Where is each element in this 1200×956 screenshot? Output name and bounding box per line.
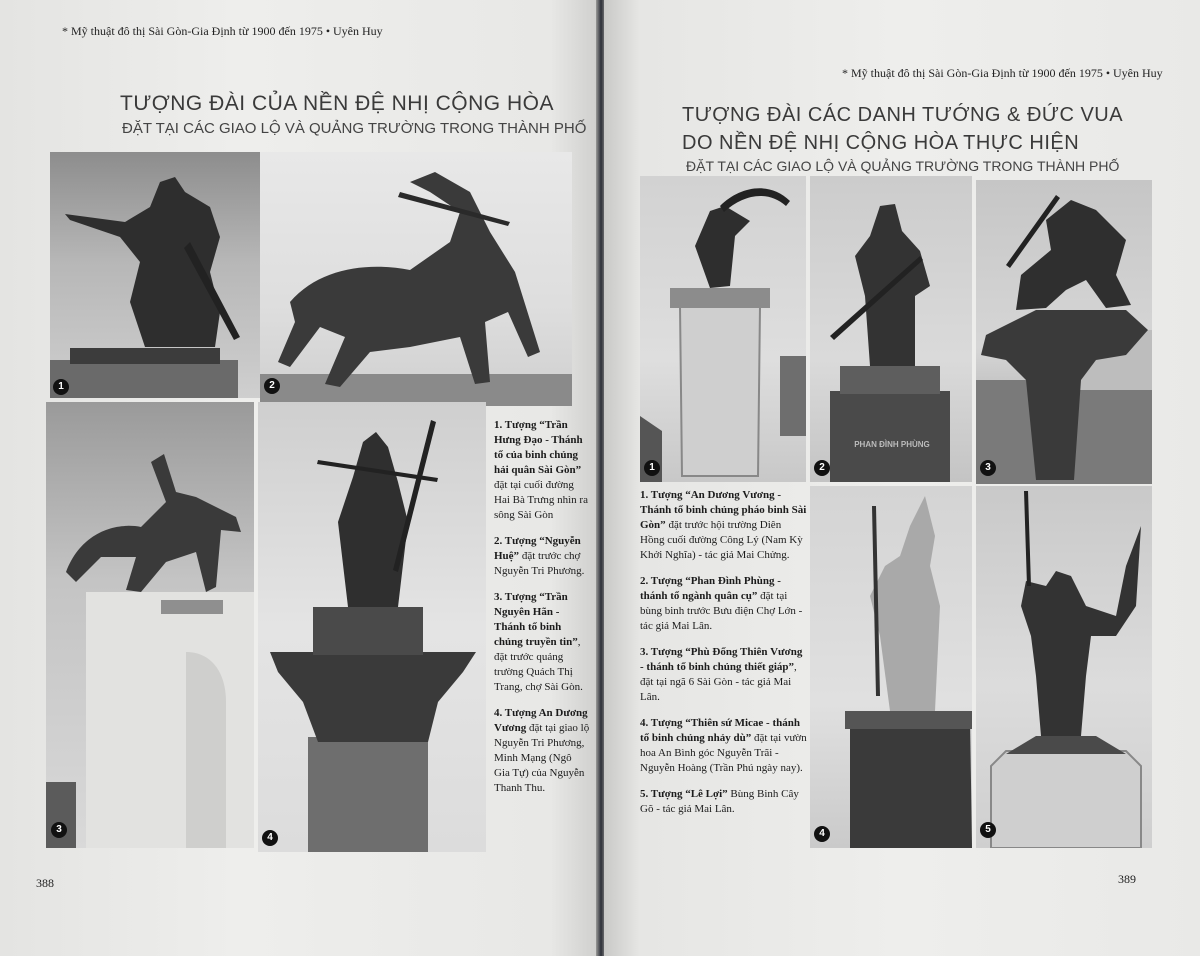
statue-photo-3 bbox=[976, 180, 1152, 484]
caption-item: 3. Tượng “Phù Đổng Thiên Vương - thánh tổ binh chủng thiết giáp”, đặt tại ngã 6 Sài Gòn - tác giả Mai Lân. bbox=[640, 646, 803, 703]
page-number: 389 bbox=[1118, 872, 1136, 886]
statue-silhouette-5 bbox=[976, 486, 1152, 848]
caption-item: 2. Tượng “Nguyễn Huệ” đặt trước chợ Nguyễn Tri Phương. bbox=[494, 535, 585, 577]
caption-item: 3. Tượng “Trần Nguyên Hãn - Thánh tổ binh chủng truyền tin”, đặt trước quảng trường Quách Thị Trang, chợ Sài Gòn. bbox=[494, 591, 583, 693]
statue-silhouette-4 bbox=[810, 486, 972, 848]
photo-number-badge: 4 bbox=[262, 830, 278, 846]
caption-item: 1. Tượng “Trần Hưng Đạo - Thánh tổ của binh chủng hải quân Sài Gòn” đặt tại cuối đường Hai Bà Trưng nhìn ra sông Sài Gòn bbox=[494, 419, 588, 521]
statue-silhouette-1 bbox=[640, 176, 806, 482]
photo-number-badge: 2 bbox=[814, 460, 830, 476]
caption-item: 1. Tượng “An Dương Vương - Thánh tổ binh chủng pháo binh Sài Gòn” đặt trước hội trường Diên Hồng cuối đường Công Lý (Nam Kỳ Khởi Nghĩa) - tác giả Mai Chửng. bbox=[640, 489, 807, 561]
page-subtitle: ĐẶT TẠI CÁC GIAO LỘ VÀ QUẢNG TRƯỜNG TRONG THÀNH PHỐ bbox=[686, 158, 1120, 174]
photo-number-badge: 3 bbox=[980, 460, 996, 476]
page-number: 388 bbox=[36, 876, 54, 890]
photo-number-badge: 1 bbox=[53, 379, 69, 395]
photo-number-badge: 3 bbox=[51, 822, 67, 838]
photo-number-badge: 5 bbox=[980, 822, 996, 838]
page-title-line-1: TƯỢNG ĐÀI CÁC DANH TƯỚNG & ĐỨC VUA bbox=[682, 104, 1124, 126]
captions-list bbox=[494, 418, 590, 807]
statue-photo-5 bbox=[976, 486, 1152, 848]
statue-silhouette-2 bbox=[810, 176, 972, 482]
statue-photo-2 bbox=[810, 176, 972, 482]
plinth-inscription: PHAN ĐÌNH PHÙNG bbox=[854, 440, 930, 449]
right-page bbox=[604, 0, 1200, 956]
caption-item: 2. Tượng “Phan Đình Phùng - thánh tổ ngành quân cụ” đặt tại bùng binh trước Bưu điện Chợ Lớn - tác giả Mai Lân. bbox=[640, 575, 803, 632]
statue-silhouette-4 bbox=[258, 402, 486, 852]
statue-silhouette-3 bbox=[46, 402, 254, 848]
caption-item: 5. Tượng “Lê Lợi” Bùng Binh Cây Gõ - tác giả Mai Lân. bbox=[640, 788, 799, 815]
statue-photo-2 bbox=[260, 152, 572, 406]
photo-number-badge: 2 bbox=[264, 378, 280, 394]
statue-photo-1 bbox=[640, 176, 806, 482]
statue-silhouette-3 bbox=[976, 180, 1152, 484]
statue-silhouette-1 bbox=[50, 152, 260, 398]
statue-photo-4 bbox=[258, 402, 486, 852]
running-head: * Mỹ thuật đô thị Sài Gòn-Gia Định từ 1900 đến 1975 • Uyên Huy bbox=[62, 24, 383, 38]
statue-photo-3 bbox=[46, 402, 254, 848]
statue-photo-4 bbox=[810, 486, 972, 848]
statue-photo-1 bbox=[50, 152, 260, 398]
page-title: TƯỢNG ĐÀI CỦA NỀN ĐỆ NHỊ CỘNG HÒA bbox=[120, 92, 554, 115]
statue-silhouette-2 bbox=[260, 152, 572, 406]
photo-number-badge: 1 bbox=[644, 460, 660, 476]
left-page bbox=[0, 0, 598, 956]
captions-list bbox=[640, 488, 808, 828]
page-subtitle: ĐẶT TẠI CÁC GIAO LỘ VÀ QUẢNG TRƯỜNG TRONG THÀNH PHỐ bbox=[122, 120, 587, 137]
caption-item: 4. Tượng “Thiên sứ Micae - thánh tổ binh chủng nhảy dù” đặt tại vườn hoa An Bình góc Nguyễn Trãi - Nguyễn Hoàng (Trần Phú ngày nay). bbox=[640, 717, 807, 774]
running-head: * Mỹ thuật đô thị Sài Gòn-Gia Định từ 1900 đến 1975 • Uyên Huy bbox=[842, 66, 1163, 80]
caption-item: 4. Tượng An Dương Vương đặt tại giao lộ Nguyễn Tri Phương, Minh Mạng (Ngô Gia Tự) của Nguyễn Thanh Thu. bbox=[494, 707, 590, 794]
page-title-line-2: DO NỀN ĐỆ NHỊ CỘNG HÒA THỰC HIỆN bbox=[682, 132, 1080, 154]
photo-number-badge: 4 bbox=[814, 826, 830, 842]
